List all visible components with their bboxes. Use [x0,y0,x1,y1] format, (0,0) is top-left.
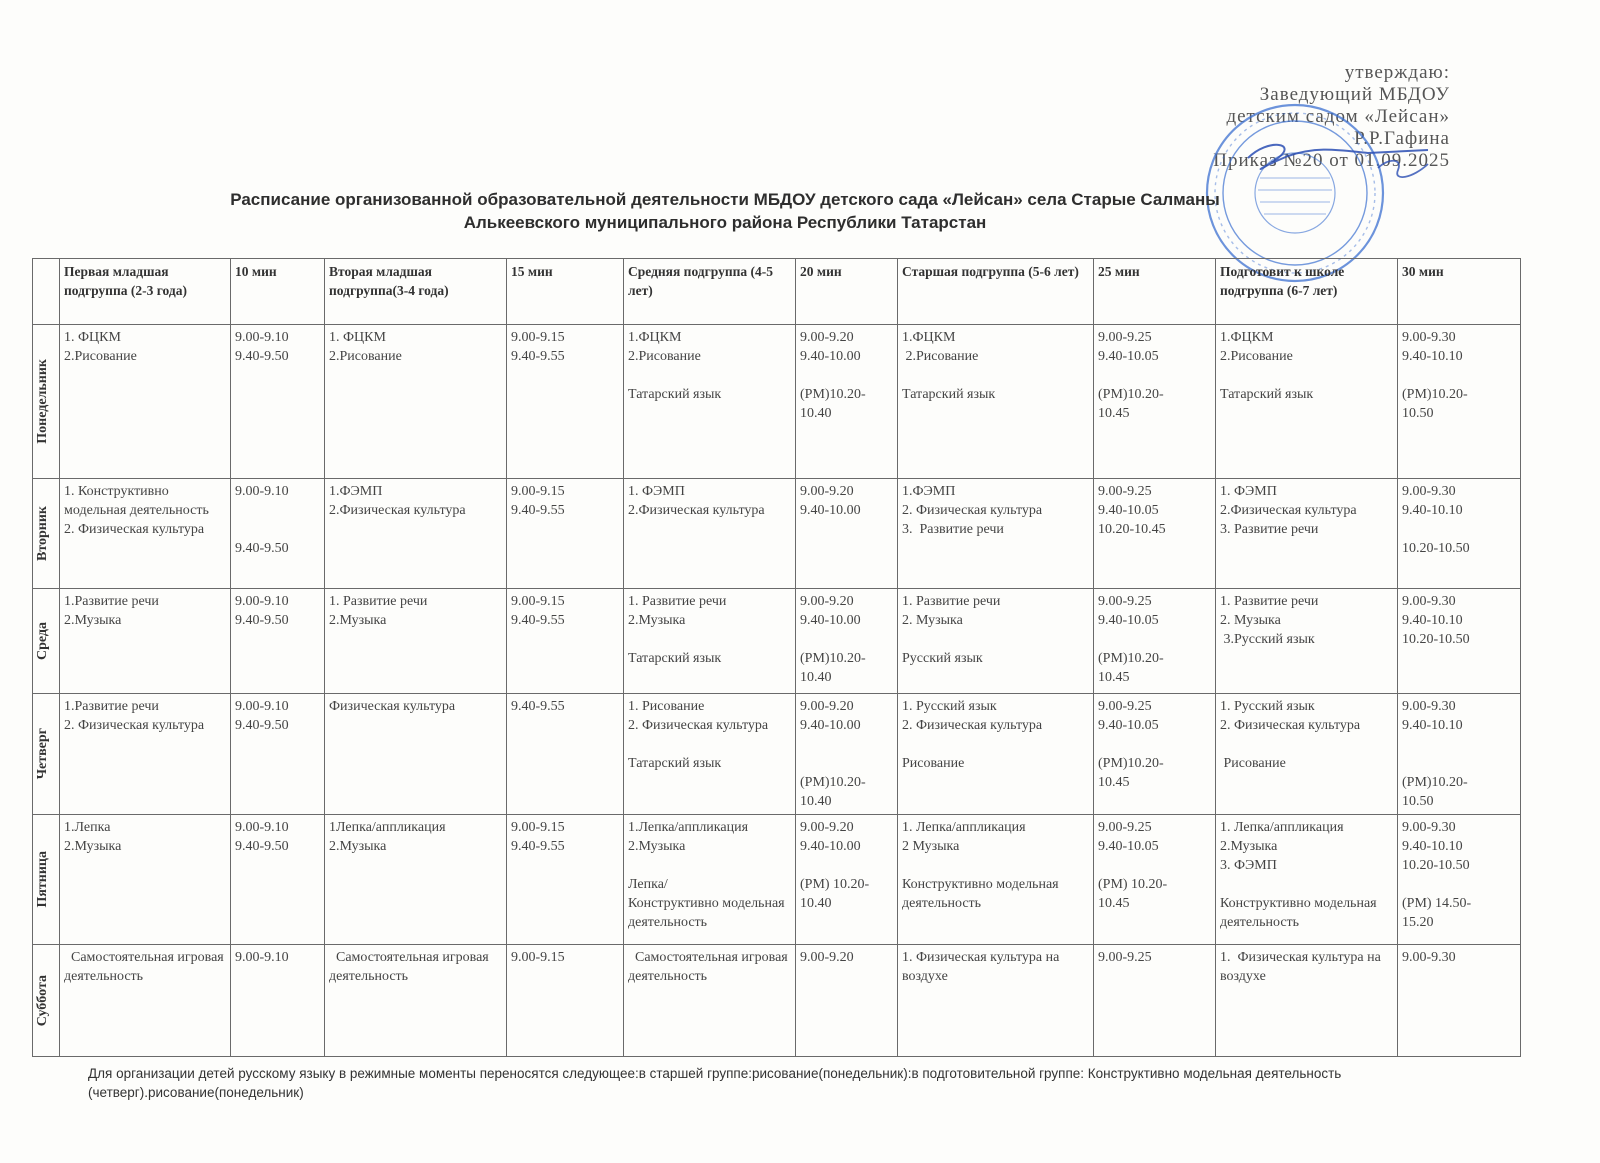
header-group-5: Подготовит к школе подгруппа (6-7 лет) [1216,259,1398,325]
time-line: 10.20-10.45 [1098,522,1166,537]
time-line: 9.00-9.15 [511,950,565,965]
time-line: 9.00-9.15 [511,330,565,345]
activity-line: Лепка/ [628,877,668,892]
activity-line: 1. Развитие речи [902,594,1001,609]
time-line: (РМ) 10.20- [800,877,870,892]
header-duration-4: 25 мин [1094,259,1216,325]
time-line: 9.00-9.25 [1098,950,1152,965]
time-line [1402,735,1516,754]
time-cell [1094,325,1216,479]
activity-line [902,630,1089,649]
title-line-1: Расписание организованной образовательной деятельности МБДОУ детского сада «Лейсан» села Старые Салманы [230,190,1220,209]
time-cell [796,589,898,694]
activity-line [1220,366,1393,385]
time-line: 9.40-9.55 [511,699,565,714]
activity-cell [60,479,231,589]
activity-line: 1. Конструктивно модельная деятельность [64,484,209,518]
time-cell [1398,589,1521,694]
time-line: (РМ)10.20- [800,651,866,666]
header-duration-3: 20 мин [796,259,898,325]
header-group-2: Вторая младшая подгруппа(3-4 года) [325,259,507,325]
time-line: 9.40-9.50 [235,613,289,628]
time-cell [231,589,325,694]
activity-cell [1216,325,1398,479]
activity-cell [898,479,1094,589]
time-line [1098,856,1211,875]
time-cell [1398,694,1521,815]
time-line: (РМ)10.20- [800,775,866,790]
header-day [33,259,60,325]
activity-cell [325,479,507,589]
time-line: 9.00-9.30 [1402,699,1456,714]
activity-line: 2. Физическая культура [902,503,1043,518]
time-line: 15.20 [1402,915,1434,930]
time-line: 9.00-9.20 [800,950,854,965]
header-duration-2: 15 мин [507,259,624,325]
title-line-2: Алькеевского муниципального района Республики Татарстан [463,213,987,232]
time-line: 9.00-9.15 [511,594,565,609]
day-cell [33,589,60,694]
time-line: 9.00-9.20 [800,330,854,345]
activity-line: Конструктивно модельная деятельность [1220,896,1381,930]
activity-line: 1. Физическая культура на воздухе [1220,950,1385,984]
time-line: 9.00-9.10 [235,950,289,965]
day-cell [33,325,60,479]
header-group-4: Старшая подгруппа (5-6 лет) [898,259,1094,325]
header-duration-5: 30 мин [1398,259,1521,325]
activity-line: 2.Музыка [64,613,122,628]
activity-line: 2.Физическая культура [1220,503,1357,518]
activity-cell [325,694,507,815]
activity-line [628,366,791,385]
time-line [1402,366,1516,385]
activity-line: 2.Музыка [628,613,686,628]
time-line: 9.40-10.05 [1098,839,1159,854]
activity-cell [898,325,1094,479]
activity-cell [60,589,231,694]
time-line: 10.20-10.50 [1402,632,1470,647]
activity-line: 1. Русский язык [902,699,997,714]
time-line: 9.40-10.10 [1402,349,1463,364]
activity-line: 1. Рисование [628,699,705,714]
document-title [140,188,1310,234]
time-line: 9.40-10.00 [800,503,861,518]
time-line: 9.40-10.10 [1402,503,1463,518]
activity-line: 2.Музыка [329,839,387,854]
activity-line: 1.Лепка/аппликация [628,820,749,835]
activity-cell [60,694,231,815]
activity-line [628,856,791,875]
activity-line: 1. ФЦКМ [64,330,121,345]
time-line: 9.00-9.20 [800,594,854,609]
activity-cell [624,945,796,1057]
time-cell [231,479,325,589]
activity-line: 1Лепка/аппликация [329,820,446,835]
activity-line: 1.ФЭМП [902,484,956,499]
time-line: 9.40-10.00 [800,839,861,854]
approval-line-2: Заведующий МБДОУ [1259,84,1450,105]
table-row [33,325,1521,479]
activity-line: 3. ФЭМП [1220,858,1277,873]
activity-line: 2. Физическая культура [64,522,205,537]
time-line: 9.00-9.30 [1402,950,1456,965]
activity-cell [325,325,507,479]
time-line: 9.40-9.50 [235,839,289,854]
activity-line: 1. Лепка/аппликация [1220,820,1344,835]
day-label: Четверг [35,728,50,780]
time-line: 9.40-10.10 [1402,718,1463,733]
activity-line: 2 Музыка [902,839,960,854]
activity-line: Татарский язык [1220,387,1314,402]
time-line [1402,875,1516,894]
time-line: 9.00-9.20 [800,484,854,499]
activity-line: 2.Рисование [329,349,402,364]
activity-line [902,856,1089,875]
activity-cell [325,815,507,945]
time-cell [1094,479,1216,589]
activity-line: 2.Музыка [329,613,387,628]
schedule-table [32,258,1521,1057]
time-line: 10.45 [1098,670,1130,685]
activity-line: 1. Русский язык [1220,699,1315,714]
time-line: 9.40-9.55 [511,503,565,518]
activity-line: 3. Развитие речи [1220,522,1319,537]
activity-line: 1.ФЭМП [329,484,383,499]
time-line: 9.00-9.25 [1098,594,1152,609]
time-line: 9.00-9.15 [511,484,565,499]
time-line: 10.45 [1098,775,1130,790]
activity-line: 1.Развитие речи [64,699,159,714]
time-line: 10.20-10.50 [1402,541,1470,556]
activity-line: Самостоятельная игровая деятельность [628,950,792,984]
day-label: Пятница [35,851,50,908]
activity-line: 1.Лепка [64,820,111,835]
time-line: 9.40-10.10 [1402,613,1463,628]
time-line: 9.00-9.20 [800,699,854,714]
header-group-1: Первая младшая подгруппа (2-3 года) [60,259,231,325]
time-line: (РМ)10.20- [800,387,866,402]
time-cell [507,479,624,589]
activity-cell [624,479,796,589]
activity-line: 1. ФЦКМ [329,330,386,345]
day-cell [33,945,60,1057]
day-label: Вторник [35,505,50,561]
time-cell [231,694,325,815]
activity-cell [60,945,231,1057]
activity-line: 1.ФЦКМ [1220,330,1274,345]
activity-line [628,630,791,649]
time-line: 9.40-9.55 [511,349,565,364]
activity-line: 1.Развитие речи [64,594,159,609]
activity-line: Рисование [1220,756,1286,771]
time-line: (РМ)10.20- [1098,387,1164,402]
activity-cell [1216,815,1398,945]
time-line: (РМ) 10.20- [1098,877,1168,892]
time-line: 9.40-9.50 [235,541,289,556]
time-line: 9.00-9.10 [235,594,289,609]
time-line: 9.40-10.00 [800,613,861,628]
time-line: 9.40-10.05 [1098,613,1159,628]
activity-line: 1.ФЦКМ [902,330,956,345]
time-line: 9.40-10.00 [800,349,861,364]
time-line: 10.20-10.50 [1402,858,1470,873]
time-line: (РМ)10.20- [1098,756,1164,771]
time-line: 9.40-10.00 [800,718,861,733]
time-cell [796,325,898,479]
activity-cell [325,945,507,1057]
activity-line: 2.Рисование [64,349,137,364]
activity-line [902,366,1089,385]
activity-cell [898,694,1094,815]
header-group-3: Средняя подгруппа (4-5 лет) [624,259,796,325]
time-line [1098,630,1211,649]
activity-line: 1. Развитие речи [329,594,428,609]
activity-cell [1216,945,1398,1057]
time-line: 9.40-9.50 [235,349,289,364]
activity-line: 2. Музыка [902,613,963,628]
activity-cell [898,945,1094,1057]
time-cell [796,694,898,815]
time-line: 9.40-9.55 [511,613,565,628]
time-line [800,856,893,875]
time-cell [507,325,624,479]
activity-cell [60,815,231,945]
time-line: 9.00-9.25 [1098,484,1152,499]
time-cell [796,945,898,1057]
activity-line: Самостоятельная игровая деятельность [329,950,493,984]
time-cell [231,945,325,1057]
activity-cell [624,325,796,479]
activity-line [1220,875,1393,894]
header-row [33,259,1521,325]
time-line: 9.00-9.20 [800,820,854,835]
time-line: (РМ) 14.50- [1402,896,1472,911]
activity-line: 1. Развитие речи [628,594,727,609]
time-line [800,630,893,649]
table-row [33,694,1521,815]
time-line: 10.50 [1402,794,1434,809]
time-line: 9.00-9.30 [1402,484,1456,499]
day-label: Понедельник [35,359,50,444]
activity-cell [60,325,231,479]
time-cell [1398,325,1521,479]
activity-line: 1. ФЭМП [1220,484,1277,499]
activity-cell [898,589,1094,694]
day-cell [33,815,60,945]
time-line: 10.45 [1098,896,1130,911]
activity-line: Татарский язык [628,651,722,666]
activity-line: 1. Лепка/аппликация [902,820,1026,835]
approval-line-3: детским садом «Лейсан» [1226,106,1450,127]
time-line: 9.40-10.05 [1098,349,1159,364]
table-row [33,815,1521,945]
time-cell [1094,589,1216,694]
time-line: 9.40-9.55 [511,839,565,854]
time-line: (РМ)10.20- [1402,387,1468,402]
activity-cell [898,815,1094,945]
activity-line: 2.Рисование [628,349,701,364]
activity-line: 2. Музыка [1220,613,1281,628]
activity-line: 2.Музыка [64,839,122,854]
activity-line: Татарский язык [628,756,722,771]
time-line [235,501,320,520]
time-line: 9.00-9.15 [511,820,565,835]
activity-line: 2.Рисование [902,349,979,364]
time-line [800,735,893,754]
time-cell [1094,945,1216,1057]
time-line: 9.40-10.05 [1098,503,1159,518]
activity-line: 2.Музыка [1220,839,1278,854]
activity-cell [624,589,796,694]
activity-line: 2.Физическая культура [329,503,466,518]
activity-cell [1216,589,1398,694]
time-line: 10.50 [1402,406,1434,421]
activity-cell [624,694,796,815]
activity-line: 1. Развитие речи [1220,594,1319,609]
activity-line: 2.Музыка [628,839,686,854]
activity-line: Конструктивно модельная деятельность [902,877,1063,911]
activity-line: 2. Физическая культура [902,718,1043,733]
time-line: 10.40 [800,896,832,911]
activity-line: Физическая культура [329,699,456,714]
activity-line: Самостоятельная игровая деятельность [64,950,228,984]
time-line: 9.00-9.10 [235,330,289,345]
activity-line [628,735,791,754]
time-line: 9.00-9.25 [1098,330,1152,345]
time-cell [231,815,325,945]
header-duration-1: 10 мин [231,259,325,325]
time-cell [1094,815,1216,945]
activity-line: 1. Физическая культура на воздухе [902,950,1063,984]
activity-line: 2. Физическая культура [628,718,769,733]
time-line: 9.00-9.25 [1098,820,1152,835]
time-line: 10.45 [1098,406,1130,421]
activity-line [902,735,1089,754]
time-line [800,754,893,773]
time-line: 9.40-10.10 [1402,839,1463,854]
time-line: 9.40-10.05 [1098,718,1159,733]
time-line: 9.00-9.10 [235,699,289,714]
activity-line: 1.ФЦКМ [628,330,682,345]
approval-line-4: Р.Р.Гафина [1354,128,1450,149]
time-cell [231,325,325,479]
time-line: 9.00-9.30 [1402,330,1456,345]
activity-line [1220,735,1393,754]
table-row [33,945,1521,1057]
day-label: Суббота [35,974,50,1027]
activity-line: Татарский язык [628,387,722,402]
time-cell [796,815,898,945]
time-cell [1094,694,1216,815]
time-line: 10.40 [800,406,832,421]
activity-line: Русский язык [902,651,983,666]
time-line: (РМ)10.20- [1098,651,1164,666]
time-cell [507,945,624,1057]
activity-line: 3.Русский язык [1220,632,1315,647]
time-cell [1398,815,1521,945]
activity-line: 1. ФЭМП [628,484,685,499]
table-row [33,479,1521,589]
activity-line: 2.Рисование [1220,349,1293,364]
time-cell [796,479,898,589]
time-cell [507,815,624,945]
time-line: (РМ)10.20- [1402,775,1468,790]
time-cell [507,589,624,694]
time-cell [1398,945,1521,1057]
day-cell [33,694,60,815]
activity-line: 2. Физическая культура [1220,718,1361,733]
footnote: Для организации детей русскому языку в режимные моменты переносятся следующее:в старшей группе:рисование(понедельник):в подготовительной группе: Конструктивно модельная деятельность (четверг).рисование(понедельник) [88,1066,1342,1100]
time-line: 9.40-9.50 [235,718,289,733]
activity-cell [1216,694,1398,815]
approval-line-5: Приказ №20 от 01.09.2025 [1213,150,1450,171]
time-line: 9.00-9.10 [235,820,289,835]
day-cell [33,479,60,589]
activity-line: Татарский язык [902,387,996,402]
activity-line: Рисование [902,756,965,771]
activity-line: 2.Физическая культура [628,503,765,518]
activity-cell [325,589,507,694]
activity-line: 3. Развитие речи [902,522,1004,537]
time-cell [1398,479,1521,589]
time-line: 9.00-9.30 [1402,594,1456,609]
table-row [33,589,1521,694]
time-line: 10.40 [800,670,832,685]
time-line [1098,735,1211,754]
time-line [1098,366,1211,385]
time-cell [507,694,624,815]
activity-cell [1216,479,1398,589]
time-line [800,366,893,385]
activity-line: Конструктивно модельная деятельность [628,896,789,930]
time-line: 9.00-9.10 [235,484,289,499]
time-line: 9.00-9.25 [1098,699,1152,714]
time-line: 9.00-9.30 [1402,820,1456,835]
time-line [1402,520,1516,539]
time-line: 10.40 [800,794,832,809]
time-line [1402,754,1516,773]
approval-line-1: утверждаю: [1344,62,1450,83]
activity-line: 2. Физическая культура [64,718,205,733]
time-line [235,520,320,539]
day-label: Среда [35,621,50,660]
activity-cell [624,815,796,945]
